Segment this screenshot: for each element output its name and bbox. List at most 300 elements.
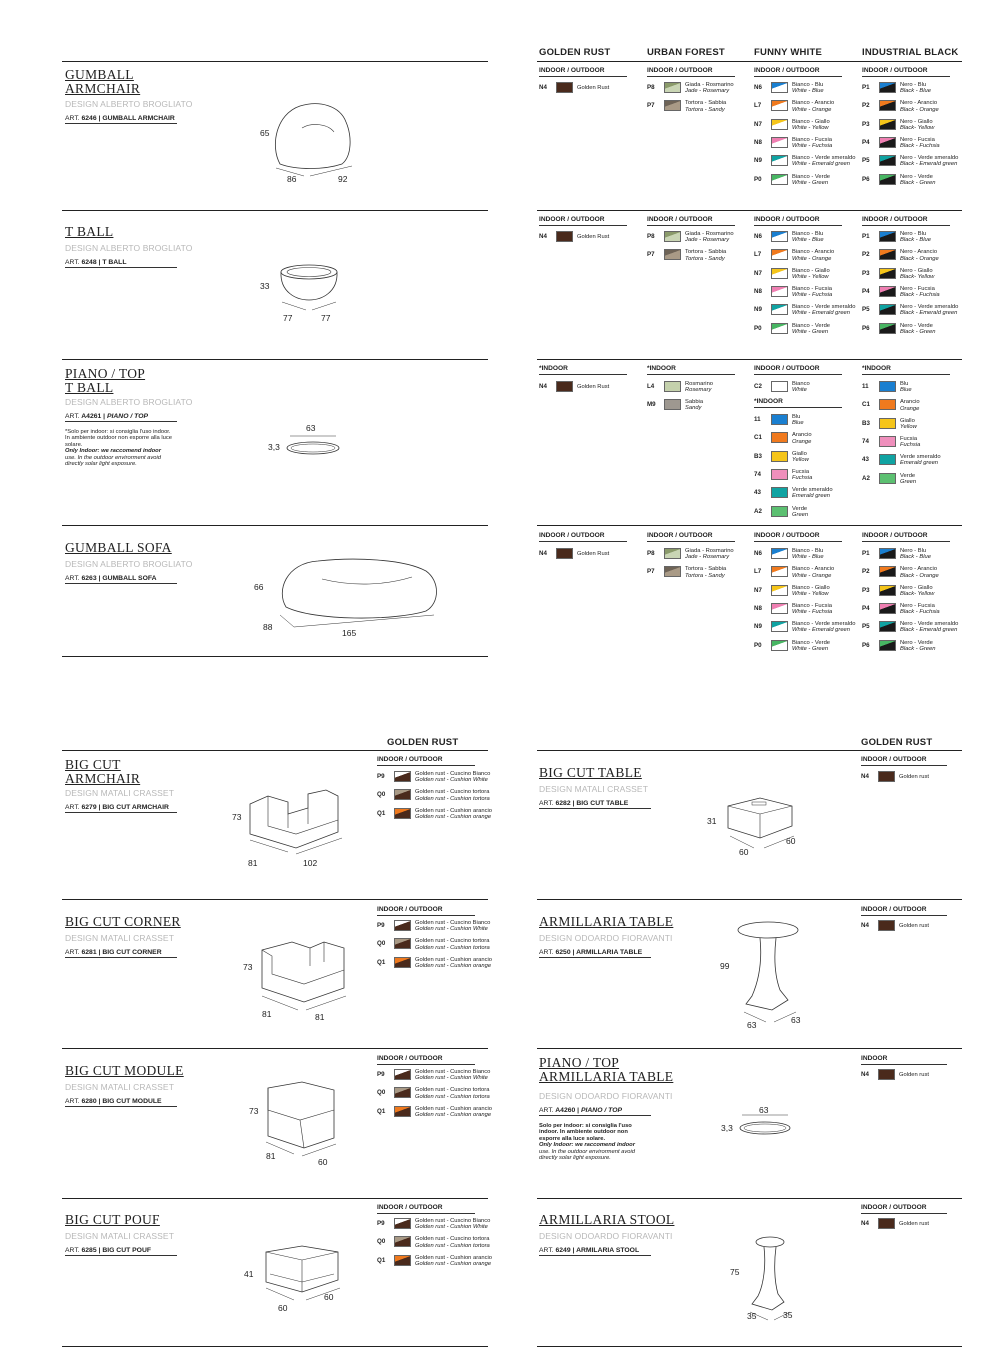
dimension-label: 31: [707, 816, 717, 826]
dimension-label: 63: [791, 1015, 801, 1025]
swatch-code: A2: [754, 507, 762, 515]
divider: [62, 210, 488, 211]
swatch-chip: [879, 473, 896, 484]
swatch-name: Bianco White: [792, 381, 810, 394]
swatch-chip: [878, 1218, 895, 1229]
divider: [62, 899, 488, 900]
color-swatch: [754, 487, 874, 499]
dimension-label: 41: [244, 1269, 254, 1279]
swatch-name: Golden rust: [899, 774, 929, 780]
swatch-chip: [771, 506, 788, 517]
swatch-code: P7: [647, 568, 655, 576]
swatch-chip: [771, 548, 788, 559]
color-swatch: [539, 82, 659, 94]
divider: [62, 359, 488, 360]
product-title: BIG CUT MODULE: [65, 1063, 184, 1078]
color-swatch: [862, 640, 982, 652]
dimension-label: 75: [730, 1267, 740, 1277]
availability-label: INDOOR / OUTDOOR: [539, 216, 627, 226]
availability-label: INDOOR / OUTDOOR: [754, 532, 842, 542]
swatch-code: N6: [754, 84, 762, 91]
swatch-chip: [879, 268, 896, 279]
swatch-chip: [771, 119, 788, 130]
product-title: BIG CUT TABLE: [539, 765, 642, 780]
product-designer: DESIGN ALBERTO BROGLIATO: [65, 559, 193, 569]
availability-label: INDOOR / OUTDOOR: [377, 906, 475, 916]
swatch-chip: [771, 469, 788, 480]
color-swatch: [754, 304, 874, 316]
swatch-chip: [664, 231, 681, 242]
dimension-label: 60: [739, 847, 749, 857]
dimension-label: 63: [747, 1020, 757, 1030]
color-swatch: [377, 1218, 497, 1230]
swatch-chip: [664, 566, 681, 577]
color-swatch: [862, 268, 982, 280]
swatch-chip: [771, 323, 788, 334]
color-swatch: [754, 268, 874, 280]
swatch-name: Bianco - Giallo White - Yellow: [792, 118, 830, 131]
swatch-chip: [771, 640, 788, 651]
swatch-code: P4: [862, 138, 870, 146]
swatch-chip: [879, 174, 896, 185]
availability-label: INDOOR / OUTDOOR: [862, 67, 950, 77]
color-swatch: [862, 454, 982, 466]
swatch-name: Golden rust - Cuscino tortora Golden rust - Cushion tortora: [415, 938, 490, 951]
swatch-code: N8: [754, 604, 762, 612]
dimension-label: 81: [262, 1009, 272, 1019]
swatch-code: P7: [647, 102, 655, 110]
swatch-chip: [771, 585, 788, 596]
swatch-code: P1: [862, 84, 870, 91]
color-swatch: [377, 957, 497, 969]
swatch-code: L7: [754, 102, 762, 110]
color-swatch: [377, 920, 497, 932]
swatch-code: N4: [539, 383, 547, 390]
swatch-name: Golden rust - Cuscino Bianco Golden rust - Cushion White: [415, 771, 491, 784]
swatch-code: Q0: [377, 940, 386, 948]
color-swatch: [754, 621, 874, 633]
availability-label: INDOOR / OUTDOOR: [861, 756, 947, 766]
color-swatch: [647, 249, 767, 261]
color-swatch: [377, 1069, 497, 1081]
swatch-chip: [878, 771, 895, 782]
swatch-code: Q1: [377, 958, 386, 966]
swatch-name: Rosmarino Rosemary: [685, 381, 714, 394]
availability-label: INDOOR / OUTDOOR: [377, 1204, 475, 1214]
swatch-name: Golden rust - Cushion arancio Golden rust - Cushion orange: [415, 956, 493, 969]
swatch-name: Bianco - Arancio White - Orange: [792, 566, 835, 579]
swatch-chip: [879, 454, 896, 465]
swatch-name: Nero - Verde Black - Green: [900, 173, 936, 186]
color-swatch: [647, 548, 767, 560]
dimension-label: 73: [243, 962, 253, 972]
color-swatch: [754, 603, 874, 615]
swatch-name: Arancio Orange: [900, 399, 920, 412]
dimension-label: 73: [232, 812, 242, 822]
product-article: ART. 6285 | BIG CUT POUF: [65, 1247, 177, 1256]
swatch-code: B3: [754, 452, 762, 460]
availability-label: INDOOR / OUTDOOR: [861, 1204, 947, 1214]
divider: [537, 750, 962, 751]
color-swatch: [754, 414, 874, 426]
swatch-name: Bianco - Blu White - Blue: [792, 231, 824, 244]
swatch-chip: [879, 436, 896, 447]
swatch-chip: [664, 100, 681, 111]
dimension-label: 60: [324, 1292, 334, 1302]
dimension-label: 86: [287, 174, 297, 184]
column-header-golden-rust: GOLDEN RUST: [387, 737, 459, 748]
swatch-name: Giada - Rosmarino Jade - Rosemary: [685, 548, 734, 561]
dimension-label: 3,3: [268, 442, 280, 452]
color-swatch: [862, 473, 982, 485]
swatch-code: L7: [754, 251, 762, 259]
swatch-name: Bianco - Arancio White - Orange: [792, 100, 835, 113]
swatch-name: Giallo Yellow: [900, 417, 917, 430]
color-swatch: [377, 808, 497, 820]
color-swatch: [377, 1236, 497, 1248]
swatch-chip: [771, 621, 788, 632]
dimension-label: 63: [759, 1105, 769, 1115]
swatch-chip: [771, 231, 788, 242]
product-title: BIG CUT ARMCHAIR: [65, 757, 141, 786]
color-swatch: [862, 286, 982, 298]
swatch-code: P9: [377, 1220, 385, 1227]
product-title: GUMBALL SOFA: [65, 540, 172, 555]
product-designer: DESIGN MATALI CRASSET: [65, 1082, 174, 1092]
swatch-name: Giallo Yellow: [792, 450, 809, 463]
swatch-chip: [879, 323, 896, 334]
swatch-chip: [771, 566, 788, 577]
swatch-chip: [556, 82, 573, 93]
swatch-chip: [878, 920, 895, 931]
swatch-chip: [879, 566, 896, 577]
product-title: ARMILLARIA TABLE: [539, 914, 674, 929]
color-swatch: [754, 506, 874, 518]
color-swatch: [861, 1069, 981, 1081]
swatch-name: Golden Rust: [577, 234, 610, 240]
swatch-chip: [879, 249, 896, 260]
swatch-name: Giada - Rosmarino Jade - Rosemary: [685, 82, 734, 95]
swatch-code: L4: [647, 383, 655, 390]
color-swatch: [754, 174, 874, 186]
dimension-label: 66: [254, 582, 264, 592]
divider: [62, 1346, 488, 1347]
swatch-chip: [879, 399, 896, 410]
swatch-code: P5: [862, 306, 870, 314]
column-header-golden-rust: GOLDEN RUST: [539, 47, 611, 58]
color-swatch: [862, 174, 982, 186]
gumball-armchair-drawing: [262, 96, 372, 186]
swatch-chip: [394, 920, 411, 931]
swatch-code: 43: [754, 489, 761, 497]
swatch-code: P8: [647, 233, 655, 240]
swatch-name: Golden rust - Cuscino tortora Golden rust - Cushion tortora: [415, 789, 490, 802]
swatch-name: Golden rust - Cushion arancio Golden rust - Cushion orange: [415, 1254, 493, 1267]
color-swatch: [647, 566, 767, 578]
product-article: ART. 6281 | BIG CUT CORNER: [65, 949, 177, 958]
column-header-urban-forest: URBAN FOREST: [647, 47, 725, 58]
color-swatch: [861, 1218, 981, 1230]
swatch-code: P6: [862, 641, 870, 649]
color-swatch: [862, 381, 982, 393]
swatch-name: Bianco - Giallo White - Yellow: [792, 267, 830, 280]
product-article: ART. A4261 | PIANO / TOP: [65, 413, 177, 422]
swatch-code: N9: [754, 306, 762, 314]
swatch-name: Nero - Verde smeraldo Black - Emerald green: [900, 621, 959, 634]
availability-label: INDOOR: [861, 1055, 947, 1065]
swatch-code: N9: [754, 157, 762, 165]
swatch-name: Nero - Giallo Black- Yellow: [900, 118, 935, 131]
swatch-name: Fucsia Fuchsia: [792, 468, 813, 482]
product-article: ART. 6282 | BIG CUT TABLE: [539, 800, 651, 809]
swatch-chip: [771, 82, 788, 93]
swatch-code: P2: [862, 568, 870, 576]
swatch-chip: [394, 957, 411, 968]
product-designer: DESIGN ODOARDO FIORAVANTI: [539, 1231, 673, 1241]
color-swatch: [377, 1087, 497, 1099]
swatch-name: Nero - Blu Black - Blue: [900, 231, 931, 244]
swatch-chip: [394, 789, 411, 800]
big-cut-corner-drawing: [258, 936, 348, 1016]
swatch-chip: [771, 414, 788, 425]
swatch-name: Bianco - Giallo White - Yellow: [792, 584, 830, 597]
swatch-chip: [879, 155, 896, 166]
swatch-code: Q1: [377, 1107, 386, 1115]
swatch-name: Tortora - Sabbia Tortora - Sandy: [685, 100, 727, 113]
swatch-name: Tortora - Sabbia Tortora - Sandy: [685, 249, 727, 262]
product-designer: DESIGN MATALI CRASSET: [539, 784, 648, 794]
swatch-code: P0: [754, 641, 762, 649]
swatch-name: Bianco - Verde White - Green: [792, 322, 831, 335]
swatch-code: N7: [754, 120, 762, 128]
color-swatch: [754, 249, 874, 261]
swatch-name: Nero - Verde Black - Green: [900, 639, 936, 652]
swatch-chip: [394, 1087, 411, 1098]
swatch-name: Nero - Blu Black - Blue: [900, 548, 931, 561]
swatch-code: P4: [862, 287, 870, 295]
swatch-code: M9: [647, 401, 656, 408]
swatch-name: Bianco - Verde smeraldo White - Emerald green: [792, 621, 856, 634]
swatch-name: Golden Rust: [577, 551, 610, 557]
color-swatch: [754, 286, 874, 298]
product-title: PIANO / TOP T BALL: [65, 366, 146, 395]
swatch-code: Q1: [377, 809, 386, 817]
swatch-chip: [771, 381, 788, 392]
color-swatch: [862, 231, 982, 243]
swatch-name: Nero - Fucsia Black - Fuchsia: [900, 285, 940, 299]
swatch-name: Golden rust: [899, 923, 929, 929]
swatch-chip: [394, 771, 411, 782]
color-swatch: [754, 137, 874, 149]
swatch-code: Q0: [377, 791, 386, 799]
swatch-code: L7: [754, 568, 762, 576]
swatch-code: P1: [862, 550, 870, 557]
color-swatch: [647, 231, 767, 243]
product-designer: DESIGN MATALI CRASSET: [65, 788, 174, 798]
swatch-code: N7: [754, 586, 762, 594]
swatch-chip: [664, 548, 681, 559]
color-swatch: [754, 381, 874, 393]
color-swatch: [862, 418, 982, 430]
big-cut-armchair-drawing: [246, 784, 346, 854]
dimension-label: 60: [318, 1157, 328, 1167]
product-designer: DESIGN ALBERTO BROGLIATO: [65, 99, 193, 109]
swatch-name: Golden Rust: [577, 85, 610, 91]
availability-label: *INDOOR: [647, 365, 735, 375]
product-title: T BALL: [65, 224, 114, 239]
swatch-name: Nero - Arancio Black - Orange: [900, 566, 939, 579]
dimension-label: 102: [303, 858, 318, 868]
swatch-name: Golden rust - Cushion arancio Golden rust - Cushion orange: [415, 807, 493, 820]
color-swatch: [754, 432, 874, 444]
color-swatch: [377, 789, 497, 801]
gumball-sofa-drawing: [274, 555, 444, 635]
color-swatch: [861, 771, 981, 783]
swatch-code: P4: [862, 604, 870, 612]
usage-note: *Solo per indoor: si consiglia l'uso indoor. In ambiente outdoor non esporre alla luce solare. Only Indoor: we raccomend indoor use. In the outdoor envirorment avoid directly solar light exposure.: [65, 429, 172, 468]
swatch-chip: [879, 640, 896, 651]
swatch-name: Giada - Rosmarino Jade - Rosemary: [685, 231, 734, 244]
swatch-name: Bianco - Blu White - Blue: [792, 82, 824, 95]
big-cut-table-drawing: [724, 796, 804, 856]
availability-label: INDOOR / OUTDOOR: [754, 365, 842, 375]
swatch-name: Golden Rust: [577, 384, 610, 390]
swatch-chip: [394, 808, 411, 819]
color-swatch: [862, 304, 982, 316]
swatch-chip: [879, 82, 896, 93]
piano-top-drawing: [738, 1112, 798, 1142]
swatch-code: C1: [754, 434, 762, 442]
color-swatch: [377, 771, 497, 783]
swatch-name: Nero - Fucsia Black - Fuchsia: [900, 136, 940, 150]
swatch-code: N4: [861, 922, 869, 929]
dimension-label: 73: [249, 1106, 259, 1116]
swatch-code: A2: [862, 474, 870, 482]
color-swatch: [539, 548, 659, 560]
dimension-label: 165: [342, 628, 357, 638]
swatch-code: P9: [377, 922, 385, 929]
color-swatch: [377, 1106, 497, 1118]
availability-label: INDOOR / OUTDOOR: [754, 67, 842, 77]
swatch-name: Verde Green: [792, 505, 809, 518]
swatch-name: Sabbia Sandy: [685, 399, 704, 412]
swatch-chip: [879, 603, 896, 614]
swatch-chip: [771, 286, 788, 297]
swatch-chip: [394, 1218, 411, 1229]
swatch-chip: [771, 451, 788, 462]
color-swatch: [862, 603, 982, 615]
usage-note: Solo per indoor: si consiglia l'uso indoor. In ambiente outdoor non esporre alla luce solare. Only Indoor: we raccomend indoor use. In the outdoor envirorment avoid directly solar light exposure.: [539, 1123, 636, 1162]
divider: [62, 750, 488, 751]
dimension-label: 81: [315, 1012, 325, 1022]
availability-label: *INDOOR: [539, 365, 627, 375]
color-swatch: [754, 548, 874, 560]
swatch-chip: [879, 418, 896, 429]
swatch-code: N8: [754, 287, 762, 295]
swatch-name: Nero - Fucsia Black - Fuchsia: [900, 602, 940, 616]
swatch-name: Bianco - Verde smeraldo White - Emerald green: [792, 155, 856, 168]
swatch-chip: [771, 603, 788, 614]
color-swatch: [754, 640, 874, 652]
swatch-code: N9: [754, 623, 762, 631]
product-article: ART. 6280 | BIG CUT MODULE: [65, 1098, 177, 1107]
swatch-chip: [879, 381, 896, 392]
availability-label: INDOOR / OUTDOOR: [861, 906, 947, 916]
swatch-chip: [394, 1069, 411, 1080]
swatch-name: Nero - Arancio Black - Orange: [900, 249, 939, 262]
swatch-code: N4: [861, 1220, 869, 1227]
color-swatch: [754, 119, 874, 131]
color-swatch: [754, 100, 874, 112]
color-swatch: [647, 82, 767, 94]
swatch-name: Nero - Arancio Black - Orange: [900, 100, 939, 113]
divider: [537, 525, 962, 526]
swatch-name: Tortora - Sabbia Tortora - Sandy: [685, 566, 727, 579]
dimension-label: 81: [248, 858, 258, 868]
color-swatch: [862, 100, 982, 112]
swatch-chip: [879, 119, 896, 130]
swatch-chip: [556, 231, 573, 242]
swatch-chip: [771, 100, 788, 111]
swatch-code: N8: [754, 138, 762, 146]
t-ball-drawing: [276, 262, 346, 312]
swatch-chip: [879, 286, 896, 297]
product-article: ART. 6249 | ARMILARIA STOOL: [539, 1247, 651, 1256]
color-swatch: [862, 137, 982, 149]
product-title: BIG CUT CORNER: [65, 914, 181, 929]
availability-label: INDOOR / OUTDOOR: [754, 216, 842, 226]
color-swatch: [754, 323, 874, 335]
swatch-name: Golden rust - Cushion arancio Golden rust - Cushion orange: [415, 1105, 493, 1118]
product-designer: DESIGN ODOARDO FIORAVANTI: [539, 1091, 673, 1101]
color-swatch: [754, 451, 874, 463]
swatch-code: 74: [862, 437, 869, 445]
swatch-name: Bianco - Verde smeraldo White - Emerald green: [792, 304, 856, 317]
availability-label: INDOOR / OUTDOOR: [377, 1055, 475, 1065]
armillaria-table-drawing: [736, 918, 806, 1028]
swatch-code: P3: [862, 120, 870, 128]
dimension-label: 65: [260, 128, 270, 138]
color-swatch: [647, 381, 767, 393]
swatch-chip: [771, 432, 788, 443]
swatch-code: 43: [862, 456, 869, 464]
swatch-name: Blu Blue: [792, 414, 804, 427]
swatch-name: Verde smeraldo Emerald green: [900, 454, 941, 467]
swatch-chip: [771, 174, 788, 185]
swatch-chip: [771, 249, 788, 260]
swatch-chip: [771, 487, 788, 498]
swatch-code: N4: [861, 773, 869, 780]
swatch-chip: [771, 155, 788, 166]
swatch-chip: [879, 137, 896, 148]
swatch-name: Blu Blue: [900, 381, 912, 394]
color-swatch: [377, 1255, 497, 1267]
availability-label: INDOOR / OUTDOOR: [539, 67, 627, 77]
swatch-name: Nero - Giallo Black- Yellow: [900, 584, 935, 597]
swatch-code: 74: [754, 470, 761, 478]
swatch-chip: [394, 1255, 411, 1266]
swatch-chip: [771, 268, 788, 279]
dimension-label: 77: [283, 313, 293, 323]
swatch-name: Golden rust: [899, 1072, 929, 1078]
availability-label: INDOOR / OUTDOOR: [647, 216, 735, 226]
swatch-name: Nero - Giallo Black- Yellow: [900, 267, 935, 280]
color-swatch: [754, 155, 874, 167]
dimension-label: 88: [263, 622, 273, 632]
swatch-name: Golden rust - Cuscino Bianco Golden rust - Cushion White: [415, 920, 491, 933]
swatch-chip: [556, 381, 573, 392]
swatch-name: Nero - Verde smeraldo Black - Emerald green: [900, 155, 959, 168]
